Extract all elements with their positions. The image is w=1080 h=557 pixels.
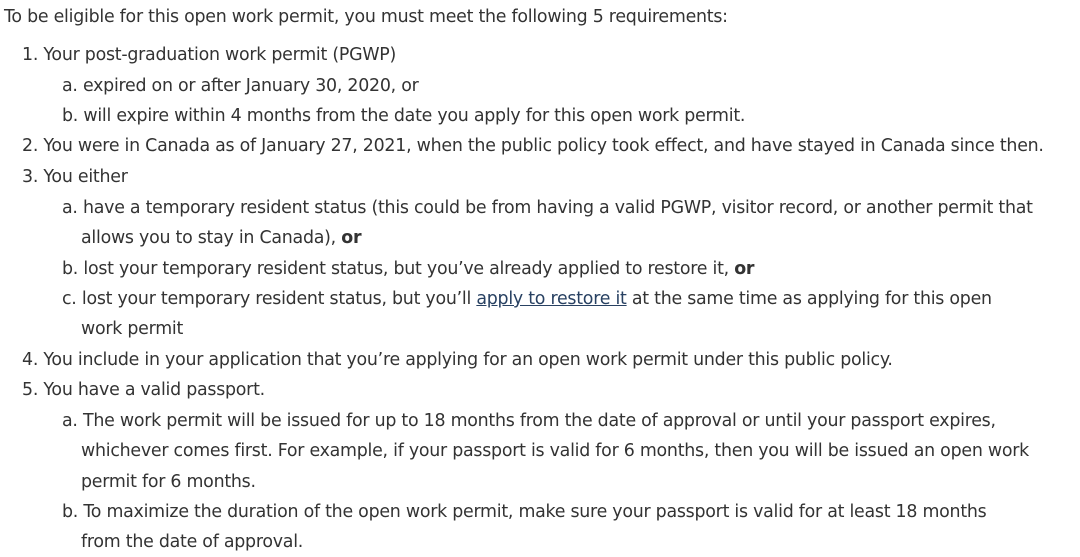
requirement-3 — [22, 162, 128, 192]
requirement-5b — [62, 497, 986, 527]
requirement-3-text: You either — [43, 167, 128, 187]
requirement-1-number: 1. — [22, 45, 39, 65]
requirement-1a-text: expired on or after January 30, 2020, or — [82, 76, 419, 96]
requirement-3c-letter: c. — [62, 289, 77, 309]
apply-to-restore-link[interactable]: apply to restore it — [476, 289, 627, 309]
requirement-3b-or: or — [734, 259, 755, 279]
requirement-5b-continued — [81, 527, 303, 557]
requirement-5a-text-line3: permit for 6 months. — [81, 472, 256, 492]
requirement-2-number: 2. — [22, 136, 39, 156]
requirement-2 — [22, 131, 1044, 161]
requirement-1b-letter: b. — [62, 106, 79, 126]
requirement-1-text: Your post-graduation work permit (PGWP) — [43, 45, 397, 65]
requirement-3a-text-line1: have a temporary resident status (this could be from having a valid PGWP, visitor record, or another permit that — [82, 198, 1033, 218]
requirement-3c — [62, 284, 992, 314]
requirement-3a-or: or — [341, 228, 362, 248]
requirement-3a — [62, 193, 1033, 223]
requirement-3a-letter: a. — [62, 198, 78, 218]
requirement-3b-text: lost your temporary resident status, but you’ve already applied to restore it, — [83, 259, 729, 279]
requirement-3c-text-after: at the same time as applying for this open — [631, 289, 992, 309]
requirement-5b-letter: b. — [62, 502, 79, 522]
requirement-3c-text-line2: work permit — [81, 319, 184, 339]
requirement-3b-letter: b. — [62, 259, 79, 279]
requirement-5-number: 5. — [22, 380, 39, 400]
requirement-5a-continued-2 — [81, 467, 256, 497]
requirement-5a-letter: a. — [62, 411, 78, 431]
requirement-5b-text-line1: To maximize the duration of the open work permit, make sure your passport is valid for at least 18 months — [83, 502, 987, 522]
intro-text: To be eligible for this open work permit, you must meet the following 5 requirements: — [4, 7, 728, 27]
requirement-5a — [62, 406, 996, 436]
requirement-1a — [62, 71, 418, 101]
requirement-5a-text-line2: whichever comes first. For example, if your passport is valid for 6 months, then you will be issued an open work — [81, 441, 1029, 461]
requirement-1b-text: will expire within 4 months from the date you apply for this open work permit. — [83, 106, 746, 126]
requirement-3c-continued — [81, 314, 183, 344]
requirement-4-text: You include in your application that you’re applying for an open work permit under this public policy. — [43, 350, 893, 370]
requirement-1b — [62, 101, 745, 131]
requirement-5b-text-line2: from the date of approval. — [81, 532, 304, 552]
requirement-5 — [22, 375, 265, 405]
requirement-1a-letter: a. — [62, 76, 78, 96]
requirement-3a-continued — [81, 223, 361, 253]
requirement-3-number: 3. — [22, 167, 39, 187]
requirement-3b — [62, 254, 754, 284]
requirement-2-text: You were in Canada as of January 27, 2021, when the public policy took effect, and have stayed in Canada since then. — [43, 136, 1044, 156]
requirement-3c-text-before: lost your temporary resident status, but you’ll — [81, 289, 472, 309]
requirement-4-number: 4. — [22, 350, 39, 370]
requirement-3a-text-line2: allows you to stay in Canada), — [81, 228, 336, 248]
requirement-5a-continued-1 — [81, 436, 1029, 466]
requirement-4 — [22, 345, 893, 375]
requirement-5-text: You have a valid passport. — [43, 380, 265, 400]
requirement-1 — [22, 40, 396, 70]
requirement-5a-text-line1: The work permit will be issued for up to 18 months from the date of approval or until your passport expires, — [82, 411, 996, 431]
